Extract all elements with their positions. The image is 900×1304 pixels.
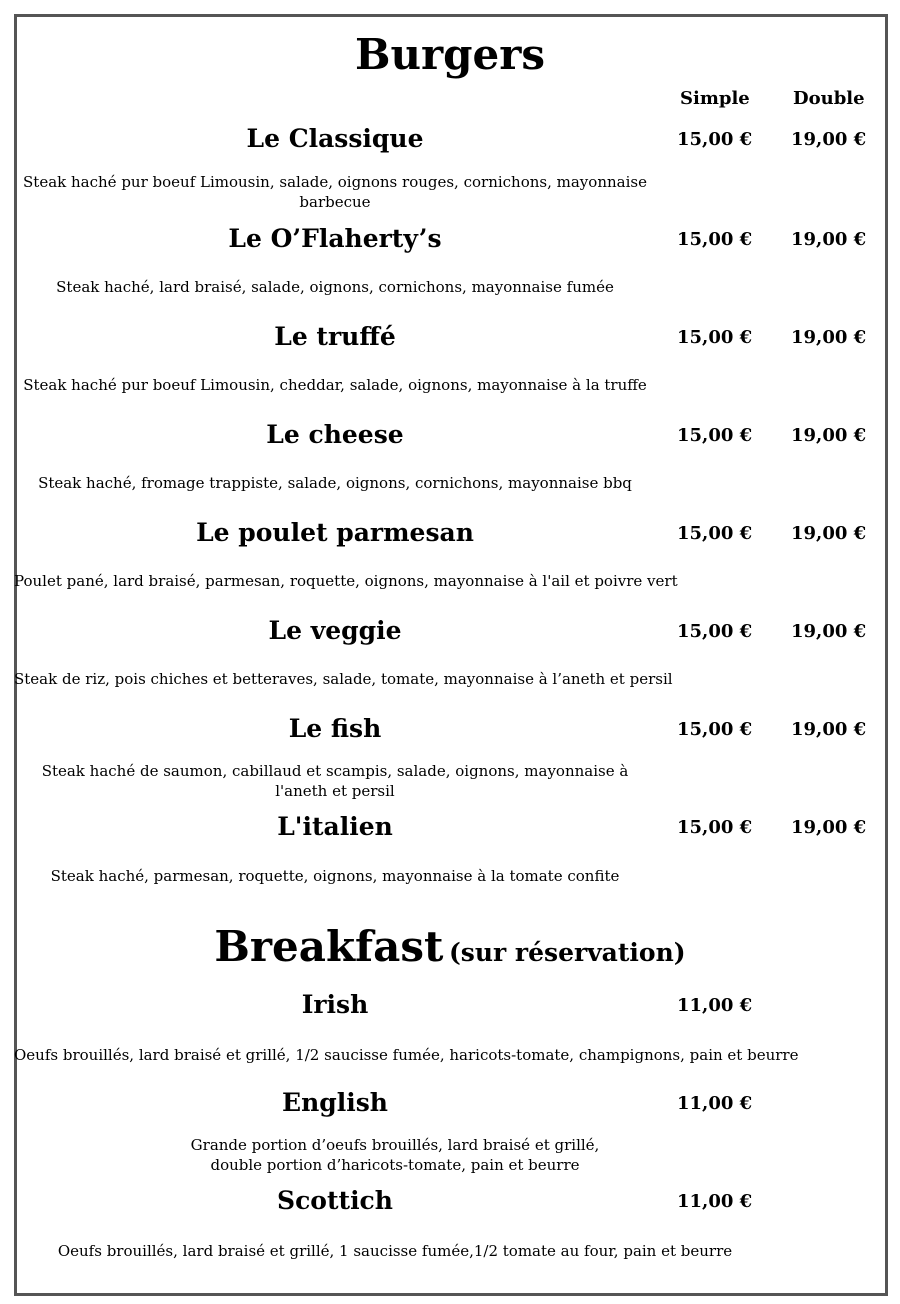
burger-price-simple: 15,00 €: [677, 327, 753, 348]
breakfast-subtitle: (sur réservation): [448, 938, 686, 967]
burger-name: Le cheese: [266, 420, 404, 449]
burger-description: Steak haché pur boeuf Limousin, cheddar, salade, oignons, mayonnaise à la truffe: [23, 376, 647, 394]
burger-price-simple: 15,00 €: [677, 129, 753, 150]
burger-name: L'italien: [277, 812, 393, 841]
burger-price-simple: 15,00 €: [677, 621, 753, 642]
burger-price-simple: 15,00 €: [677, 719, 753, 740]
burger-price-double: 19,00 €: [791, 523, 867, 544]
burger-description: Steak haché de saumon, cabillaud et scampis, salade, oignons, mayonnaise à l'aneth et persil: [41, 762, 629, 800]
burger-price-double: 19,00 €: [791, 425, 867, 446]
burger-price-double: 19,00 €: [791, 719, 867, 740]
burger-description: Steak haché, parmesan, roquette, oignons, mayonnaise à la tomate confite: [50, 867, 620, 885]
burgers-title: Burgers: [354, 30, 546, 79]
breakfast-price: 11,00 €: [677, 1093, 753, 1114]
burger-name: Le truffé: [274, 322, 396, 351]
breakfast-description-line: Grande portion d’oeufs brouillés, lard braisé et grillé,: [190, 1136, 600, 1154]
breakfast-title: Breakfast: [214, 922, 444, 971]
breakfast-name: English: [282, 1088, 388, 1117]
breakfast-description-line: double portion d’haricots-tomate, pain et beurre: [210, 1156, 580, 1174]
burger-description: Steak de riz, pois chiches et betteraves, salade, tomate, mayonnaise à l’aneth et persil: [14, 670, 673, 688]
burger-name: Le Classique: [246, 124, 424, 153]
burger-description: Steak haché pur boeuf Limousin, salade, oignons rouges, cornichons, mayonnaise barbecue: [23, 173, 647, 211]
burger-price-double: 19,00 €: [791, 817, 867, 838]
burger-description: Poulet pané, lard braisé, parmesan, roquette, oignons, mayonnaise à l'ail et poivre vert: [14, 572, 678, 590]
burger-price-double: 19,00 €: [791, 229, 867, 250]
burger-price-double: 19,00 €: [791, 129, 867, 150]
breakfast-description: Oeufs brouillés, lard braisé et grillé, 1/2 saucisse fumée, haricots-tomate, champignons, pain et beurre: [14, 1046, 799, 1064]
breakfast-price: 11,00 €: [677, 995, 753, 1016]
burger-description: Steak haché, lard braisé, salade, oignons, cornichons, mayonnaise fumée: [56, 278, 614, 296]
burger-name: Le poulet parmesan: [196, 518, 474, 547]
burger-name: Le O’Flaherty’s: [228, 224, 442, 253]
burger-price-simple: 15,00 €: [677, 523, 753, 544]
burger-price-simple: 15,00 €: [677, 817, 753, 838]
breakfast-description: Oeufs brouillés, lard braisé et grillé, 1 saucisse fumée,1/2 tomate au four, pain et beurre: [57, 1242, 733, 1260]
burger-name: Le veggie: [268, 616, 402, 645]
breakfast-name: Scottich: [277, 1186, 393, 1215]
breakfast-heading: [0, 920, 900, 983]
breakfast-price: 11,00 €: [677, 1191, 753, 1212]
burger-price-double: 19,00 €: [791, 327, 867, 348]
burger-name: Le fish: [288, 714, 382, 743]
burger-price-simple: 15,00 €: [677, 425, 753, 446]
burger-description: Steak haché, fromage trappiste, salade, oignons, cornichons, mayonnaise bbq: [38, 474, 632, 492]
column-header-simple: Simple: [680, 88, 750, 109]
burger-price-simple: 15,00 €: [677, 229, 753, 250]
breakfast-name: Irish: [301, 990, 369, 1019]
column-header-double: Double: [793, 88, 865, 109]
burger-price-double: 19,00 €: [791, 621, 867, 642]
